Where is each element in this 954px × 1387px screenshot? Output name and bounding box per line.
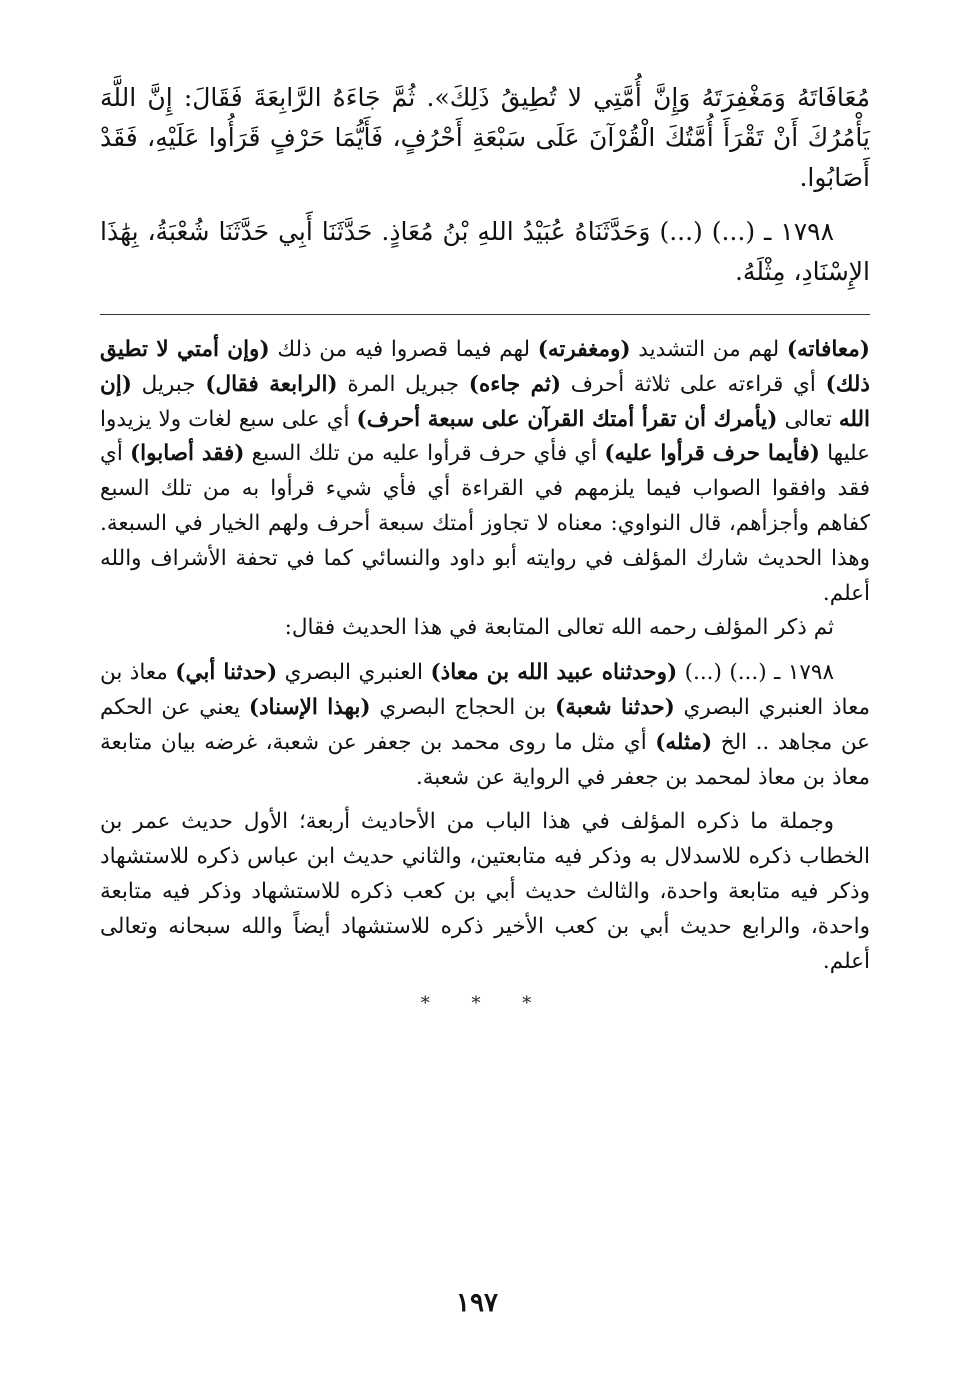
hadith-paragraph: مُعَافَاتَهُ وَمَغْفِرَتَهُ وَإِنَّ أُمَّتِي لا تُطِيقُ ذَلِكَ». ثُمَّ جَاءَهُ الرَّابِعَةَ فَقَالَ: إِنَّ اللَّهَ يَأْمُرُكَ أَنْ تَقْرَأَ أُمَّتُكَ الْقُرْآنَ عَلَى سَبْعَةِ أَحْرُفٍ، فَأَيُّمَا حَرْفٍ قَرَأُوا عَلَيْهِ، فَقَدْ أَصَابُوا.	[100, 83, 870, 192]
commentary-text: أي فقد وافقوا الصواب فيما يلزمهم في القراءة أي فأي شيء قرأوا به من تلك السبع كفاهم وأجزأهم، قال النواوي: معناه لا تجاوز أمتك سبعة أحرف ولهم الخيار في السبعة. وهذا الحديث شارك المؤلف في روايته أبو داود والنسائي كما في تحفة الأشراف والله أعلم.	[100, 441, 870, 606]
commentary-text: أي قراءته على ثلاثة أحرف	[561, 371, 826, 397]
commentary-text: تعالى	[777, 406, 839, 432]
commentary-text: لهم فيما قصروا فيه من ذلك	[269, 337, 538, 362]
bold-quoted-phrase: (إن الله	[100, 371, 871, 432]
commentary-paragraph: ثم ذكر المؤلف رحمه الله تعالى المتابعة في هذا الحديث فقال:	[284, 615, 834, 641]
bold-quoted-phrase: (مثله)	[655, 729, 713, 755]
page-body	[100, 78, 870, 1014]
bold-quoted-phrase: (فقد أصابوا)	[130, 441, 245, 467]
footnote-divider	[100, 314, 870, 315]
bold-quoted-phrase: (ومغفرته)	[537, 337, 631, 362]
commentary-text: أي فأي حرف قرأوا عليه من تلك السبع	[244, 441, 605, 467]
commentary-text: جبريل	[131, 371, 206, 397]
bold-quoted-phrase: (حدثنا أبي)	[175, 660, 278, 686]
commentary-paragraph	[100, 333, 870, 611]
hadith-text-block	[100, 78, 870, 292]
commentary-text: جبريل المرة	[337, 371, 469, 397]
bold-quoted-phrase: (معافاته)	[786, 337, 870, 362]
hadith-isnad-paragraph: ١٧٩٨ ـ (...) (...) وَحَدَّثَنَاهُ عُبَيْدُ اللهِ بْنُ مُعَاذٍ. حَدَّثَنَا أَبِي حَدَّثَنَا شُعْبَةُ، بِهَٰذَا الإِسْنَادِ، مِثْلَهُ.	[100, 217, 870, 286]
bold-quoted-phrase: (الرابعة فقال)	[205, 371, 338, 397]
bold-quoted-phrase: (حدثنا شعبة)	[555, 694, 675, 720]
bold-quoted-phrase: (فأيما حرف قرأوا عليه)	[604, 441, 820, 467]
commentary-paragraph	[100, 656, 870, 795]
bold-quoted-phrase: (وإن أمتي لا تطيق ذلك)	[100, 337, 870, 397]
commentary-text: معاذ بن معاذ العنبري البصري	[100, 660, 870, 720]
bold-quoted-phrase: (يأمرك أن تقرأ أمتك القرآن على سبعة أحرف)	[356, 406, 778, 432]
commentary-text: أي على سبع لغات ولا يزيدوا عليها	[100, 406, 870, 467]
commentary-text: بن الحجاج البصري	[370, 694, 556, 720]
commentary-text: يعني عن الحكم عن مجاهد .. الخ	[100, 694, 871, 755]
bold-quoted-phrase: (بهذا الإسناد)	[248, 694, 371, 720]
section-separator: * * *	[420, 993, 550, 1015]
commentary-paragraph: وجملة ما ذكره المؤلف في هذا الباب من الأحاديث أربعة؛ الأول حديث عمر بن الخطاب ذكره للاسدلال به وذكر فيه متابعتين، والثاني حديث ابن عباس ذكره للاستشهاد وذكر فيه متابعة واحدة، والثالث حديث أبي بن كعب ذكره للاستشهاد وذكر فيه متابعة واحدة، والرابع حديث أبي بن كعب الأخير ذكره للاستشهاد أيضاً والله سبحانه وتعالى أعلم.	[100, 809, 870, 974]
commentary-text: العنبري البصري	[277, 660, 431, 686]
page-number: ١٩٧	[456, 1288, 498, 1318]
commentary-block	[100, 333, 870, 979]
commentary-text: ١٧٩٨ ـ (...) (...)	[677, 660, 835, 686]
commentary-text: أي مثل ما روى محمد بن جعفر عن شعبة، غرضه بيان متابعة معاذ بن معاذ لمحمد بن جعفر في الرواية عن شعبة.	[100, 729, 870, 790]
bold-quoted-phrase: (ثم جاءه)	[468, 371, 562, 397]
commentary-text: لهم من التشديد	[630, 337, 787, 362]
bold-quoted-phrase: (وحدثناه عبيد الله بن معاذ)	[430, 660, 678, 686]
